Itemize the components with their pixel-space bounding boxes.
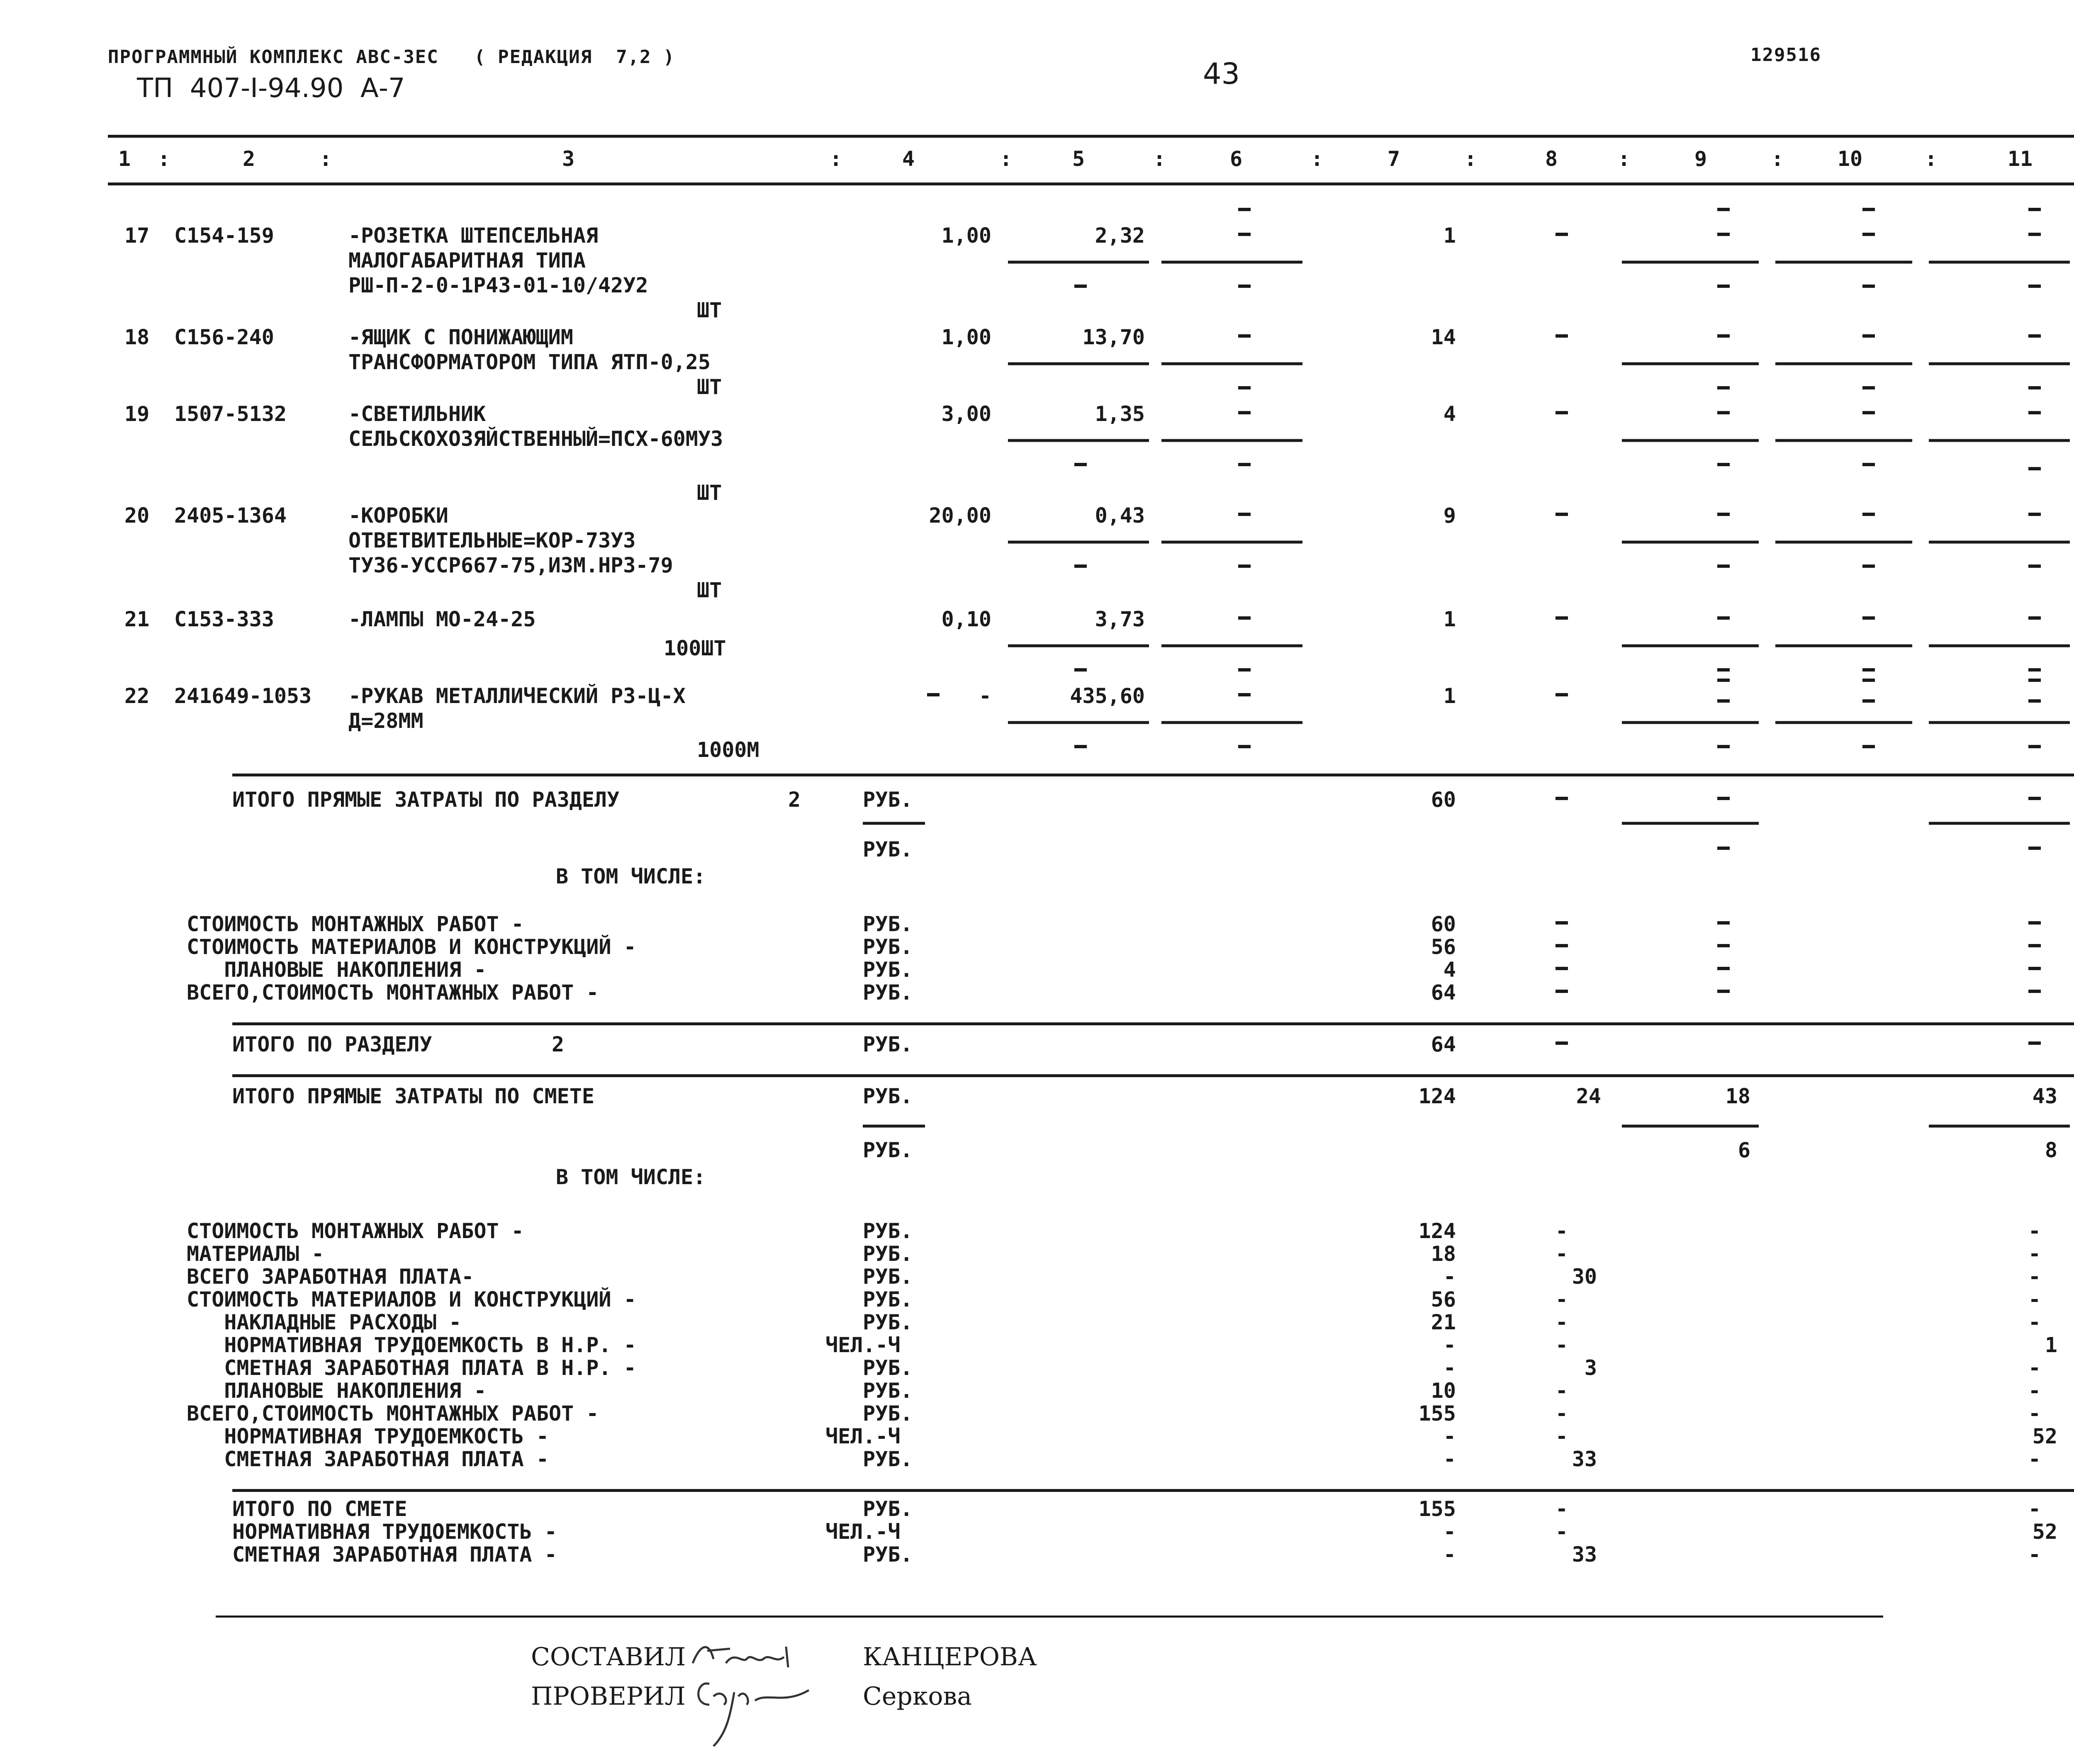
item-qty: 1,00 bbox=[941, 224, 991, 248]
estimate-direct-unit-2: РУБ. bbox=[863, 1138, 913, 1162]
estimate-row-c7: - bbox=[1443, 1356, 1456, 1380]
estimate-row-c7: - bbox=[1443, 1265, 1456, 1289]
col-header-1: 1 bbox=[118, 147, 131, 171]
estimate-row-unit: РУБ. bbox=[863, 1310, 913, 1334]
estimate-row-c8: - bbox=[1555, 1219, 1568, 1243]
item-name-line: -ЛАМПЫ МО-24-25 bbox=[348, 607, 536, 631]
estimate-total-c7: - bbox=[1443, 1543, 1456, 1567]
estimate-total-c11: 52 bbox=[2032, 1520, 2057, 1544]
item-name-line: СЕЛЬСКОХОЗЯЙСТВЕННЫЙ=ПСХ-60МУЗ bbox=[348, 427, 723, 451]
item-unit: 100ШТ bbox=[664, 636, 726, 660]
estimate-row-c7: 124 bbox=[1418, 1219, 1456, 1243]
col-separator: : bbox=[1311, 147, 1324, 171]
item-price: 3,73 bbox=[1095, 607, 1145, 631]
estimate-row-unit: РУБ. bbox=[863, 1447, 913, 1471]
item-unit: 1000М bbox=[697, 738, 759, 762]
item-name-line: ТРАНСФОРМАТОРОМ ТИПА ЯТП-0,25 bbox=[348, 350, 711, 374]
estimate-row-label: СТОИМОСТЬ МОНТАЖНЫХ РАБОТ - bbox=[187, 1219, 524, 1243]
item-number: 19 bbox=[124, 402, 150, 426]
estimate-total-label: НОРМАТИВНАЯ ТРУДОЕМКОСТЬ - bbox=[232, 1520, 557, 1544]
estimate-row-unit: РУБ. bbox=[863, 1265, 913, 1289]
section-row-label: СТОИМОСТЬ МАТЕРИАЛОВ И КОНСТРУКЦИЙ - bbox=[187, 935, 636, 959]
section-row-unit: РУБ. bbox=[863, 912, 913, 936]
item-code: С154-159 bbox=[174, 224, 274, 248]
estimate-row-unit: РУБ. bbox=[863, 1356, 913, 1380]
col-separator: : bbox=[1618, 147, 1631, 171]
estimate-total-rule bbox=[232, 1489, 2074, 1492]
estimate-row-label: НАКЛАДНЫЕ РАСХОДЫ - bbox=[187, 1310, 462, 1334]
estimate-total-c8: 33 bbox=[1572, 1543, 1597, 1567]
estimate-including-label: В ТОМ ЧИСЛЕ: bbox=[556, 1165, 706, 1189]
section-row-unit: РУБ. bbox=[863, 981, 913, 1005]
bottom-rule bbox=[216, 1616, 1883, 1618]
estimate-total-c8: - bbox=[1555, 1520, 1568, 1544]
estimate-direct-c11b: 8 bbox=[2045, 1138, 2057, 1162]
section-total-unit: РУБ. bbox=[863, 1032, 913, 1056]
col-separator: : bbox=[1153, 147, 1166, 171]
item-name-line: ОТВЕТВИТЕЛЬНЫЕ=КОР-73УЗ bbox=[348, 528, 636, 552]
item-number: 17 bbox=[124, 224, 150, 248]
estimate-direct-c8: 24 bbox=[1576, 1084, 1601, 1108]
estimate-row-label: СТОИМОСТЬ МАТЕРИАЛОВ И КОНСТРУКЦИЙ - bbox=[187, 1287, 636, 1311]
estimate-row-c11: - bbox=[2028, 1219, 2041, 1243]
estimate-row-c8: 30 bbox=[1572, 1265, 1597, 1289]
page-number: 43 bbox=[1203, 57, 1240, 91]
estimate-row-c8: - bbox=[1555, 1242, 1568, 1266]
section-direct-label: ИТОГО ПРЯМЫЕ ЗАТРАТЫ ПО РАЗДЕЛУ bbox=[232, 788, 620, 812]
estimate-row-c8: - bbox=[1555, 1424, 1568, 1448]
col-header-2: 2 bbox=[242, 147, 256, 171]
item-name-line: РШ-П-2-0-1Р43-01-10/42У2 bbox=[348, 273, 648, 297]
estimate-total-label: СМЕТНАЯ ЗАРАБОТНАЯ ПЛАТА - bbox=[232, 1543, 557, 1567]
estimate-row-unit: РУБ. bbox=[863, 1379, 913, 1403]
col-header-5: 5 bbox=[1072, 147, 1085, 171]
estimate-total-c8: - bbox=[1555, 1497, 1568, 1521]
col-header-8: 8 bbox=[1545, 147, 1558, 171]
estimate-row-label: СМЕТНАЯ ЗАРАБОТНАЯ ПЛАТА В Н.Р. - bbox=[187, 1356, 636, 1380]
section-row-c7: 64 bbox=[1431, 981, 1456, 1005]
item-price: 13,70 bbox=[1082, 325, 1145, 349]
col-separator: : bbox=[1464, 147, 1477, 171]
section-row-label: ПЛАНОВЫЕ НАКОПЛЕНИЯ - bbox=[187, 958, 487, 982]
item-name-line: -РОЗЕТКА ШТЕПСЕЛЬНАЯ bbox=[348, 224, 599, 248]
section-direct-unit-2: РУБ. bbox=[863, 837, 913, 861]
estimate-row-c11: - bbox=[2028, 1310, 2041, 1334]
item-name-line: -КОРОБКИ bbox=[348, 504, 448, 528]
signature-role-checked: ПРОВЕРИЛ bbox=[531, 1682, 686, 1711]
estimate-row-unit: ЧЕЛ.-Ч bbox=[825, 1333, 901, 1357]
estimate-direct-c9: 18 bbox=[1725, 1084, 1750, 1108]
estimate-row-c7: 155 bbox=[1418, 1401, 1456, 1426]
item-price: 2,32 bbox=[1095, 224, 1145, 248]
section-row-c7: 60 bbox=[1431, 912, 1456, 936]
item-price: 1,35 bbox=[1095, 402, 1145, 426]
estimate-total-c7: - bbox=[1443, 1520, 1456, 1544]
col-separator: : bbox=[830, 147, 842, 171]
item-qty: 20,00 bbox=[929, 504, 991, 528]
section-total-c7: 64 bbox=[1431, 1032, 1456, 1056]
item-total: 1 bbox=[1443, 684, 1456, 708]
item-total: 1 bbox=[1443, 607, 1456, 631]
document-code: ТП 407-I-94.90 А-7 bbox=[137, 73, 405, 104]
col-separator: : bbox=[319, 147, 332, 171]
estimate-row-c11: - bbox=[2028, 1447, 2041, 1471]
section-direct-unit: РУБ. bbox=[863, 788, 913, 812]
col-header-11: 11 bbox=[2007, 147, 2033, 171]
estimate-row-label: ПЛАНОВЫЕ НАКОПЛЕНИЯ - bbox=[187, 1379, 487, 1403]
estimate-total-c11: - bbox=[2028, 1543, 2041, 1567]
estimate-direct-c7: 124 bbox=[1418, 1084, 1456, 1108]
col-header-7: 7 bbox=[1387, 147, 1400, 171]
item-total: 9 bbox=[1443, 504, 1456, 528]
estimate-row-c11: - bbox=[2028, 1401, 2041, 1426]
estimate-row-unit: РУБ. bbox=[863, 1219, 913, 1243]
estimate-row-label: СМЕТНАЯ ЗАРАБОТНАЯ ПЛАТА - bbox=[187, 1447, 549, 1471]
item-code: С153-333 bbox=[174, 607, 274, 631]
item-name-line: ТУ36-УССР667-75,ИЗМ.НР3-79 bbox=[348, 553, 673, 577]
estimate-row-unit: ЧЕЛ.-Ч bbox=[825, 1424, 901, 1448]
estimate-total-label: ИТОГО ПО СМЕТЕ bbox=[232, 1497, 407, 1521]
estimate-row-c7: 56 bbox=[1431, 1287, 1456, 1311]
estimate-row-label: ВСЕГО ЗАРАБОТНАЯ ПЛАТА- bbox=[187, 1265, 474, 1289]
estimate-row-label: НОРМАТИВНАЯ ТРУДОЕМКОСТЬ - bbox=[187, 1424, 549, 1448]
item-unit: ШТ bbox=[697, 578, 722, 602]
estimate-direct-c11: 43 bbox=[2032, 1084, 2057, 1108]
section-direct-c7: 60 bbox=[1431, 788, 1456, 812]
estimate-row-c8: - bbox=[1555, 1310, 1568, 1334]
section-total-label: ИТОГО ПО РАЗДЕЛУ bbox=[232, 1032, 432, 1056]
col-header-3: 3 bbox=[562, 147, 575, 171]
item-number: 22 bbox=[124, 684, 150, 708]
section-direct-number: 2 bbox=[788, 788, 801, 812]
section-row-unit: РУБ. bbox=[863, 935, 913, 959]
item-name-line: Д=28ММ bbox=[348, 709, 424, 733]
col-separator: : bbox=[1771, 147, 1784, 171]
estimate-row-c8: 33 bbox=[1572, 1447, 1597, 1471]
item-number: 20 bbox=[124, 504, 150, 528]
item-code: 1507-5132 bbox=[174, 402, 287, 426]
signature-name-compiled: КАНЦЕРОВА bbox=[863, 1642, 1037, 1672]
estimate-row-label: НОРМАТИВНАЯ ТРУДОЕМКОСТЬ В Н.Р. - bbox=[187, 1333, 636, 1357]
estimate-row-unit: РУБ. bbox=[863, 1242, 913, 1266]
item-name-line: -СВЕТИЛЬНИК bbox=[348, 402, 486, 426]
estimate-row-c11: - bbox=[2028, 1265, 2041, 1289]
section-row-unit: РУБ. bbox=[863, 958, 913, 982]
estimate-total-unit: РУБ. bbox=[863, 1497, 913, 1521]
item-code: 2405-1364 bbox=[174, 504, 287, 528]
item-total: 1 bbox=[1443, 224, 1456, 248]
estimate-direct-c9b: 6 bbox=[1738, 1138, 1750, 1162]
handwritten-signature-2 bbox=[684, 1667, 821, 1750]
estimate-total-unit: ЧЕЛ.-Ч bbox=[825, 1520, 901, 1544]
section-row-c7: 4 bbox=[1443, 958, 1456, 982]
section-total-number: 2 bbox=[552, 1032, 565, 1056]
item-number: 21 bbox=[124, 607, 150, 631]
item-total: 4 bbox=[1443, 402, 1456, 426]
item-qty: - bbox=[979, 684, 991, 708]
section-row-label: СТОИМОСТЬ МОНТАЖНЫХ РАБОТ - bbox=[187, 912, 524, 936]
item-unit: ШТ bbox=[697, 375, 722, 399]
estimate-total-c7: 155 bbox=[1418, 1497, 1456, 1521]
estimate-row-c8: - bbox=[1555, 1401, 1568, 1426]
estimate-row-c7: - bbox=[1443, 1333, 1456, 1357]
col-header-6: 6 bbox=[1229, 147, 1243, 171]
item-qty: 0,10 bbox=[941, 607, 991, 631]
item-unit: ШТ bbox=[697, 298, 722, 322]
estimate-row-c11: - bbox=[2028, 1379, 2041, 1403]
item-qty: 3,00 bbox=[941, 402, 991, 426]
estimate-direct-label: ИТОГО ПРЯМЫЕ ЗАТРАТЫ ПО СМЕТЕ bbox=[232, 1084, 594, 1108]
estimate-row-c7: 21 bbox=[1431, 1310, 1456, 1334]
estimate-direct-unit: РУБ. bbox=[863, 1084, 913, 1108]
section-row-c7: 56 bbox=[1431, 935, 1456, 959]
section-row-label: ВСЕГО,СТОИМОСТЬ МОНТАЖНЫХ РАБОТ - bbox=[187, 981, 599, 1005]
estimate-row-c8: 3 bbox=[1584, 1356, 1597, 1380]
col-separator: : bbox=[1925, 147, 1938, 171]
estimate-row-c11: 52 bbox=[2032, 1424, 2057, 1448]
col-header-9: 9 bbox=[1694, 147, 1707, 171]
signature-name-checked: Серкова bbox=[863, 1682, 972, 1711]
col-separator: : bbox=[1000, 147, 1013, 171]
estimate-row-c8: - bbox=[1555, 1287, 1568, 1311]
item-number: 18 bbox=[124, 325, 150, 349]
program-header: ПРОГРАММНЫЙ КОМПЛЕКС АВС-ЗЕС ( РЕДАКЦИЯ 7,2 ) bbox=[108, 46, 675, 68]
item-qty: 1,00 bbox=[941, 325, 991, 349]
item-name-line: -ЯЩИК С ПОНИЖАЮЩИМ bbox=[348, 325, 573, 349]
col-header-10: 10 bbox=[1837, 147, 1863, 171]
estimate-row-c11: 1 bbox=[2045, 1333, 2057, 1357]
item-name-line: МАЛОГАБАРИТНАЯ ТИПА bbox=[348, 248, 586, 273]
signature-role-compiled: СОСТАВИЛ bbox=[531, 1642, 686, 1672]
estimate-row-label: ВСЕГО,СТОИМОСТЬ МОНТАЖНЫХ РАБОТ - bbox=[187, 1401, 599, 1426]
estimate-row-c7: 18 bbox=[1431, 1242, 1456, 1266]
estimate-total-unit: РУБ. bbox=[863, 1543, 913, 1567]
item-name-line: -РУКАВ МЕТАЛЛИЧЕСКИЙ РЗ-Ц-Х bbox=[348, 684, 686, 708]
item-code: 241649-1053 bbox=[174, 684, 312, 708]
estimate-row-c7: - bbox=[1443, 1447, 1456, 1471]
estimate-row-c7: 10 bbox=[1431, 1379, 1456, 1403]
col-header-4: 4 bbox=[902, 147, 915, 171]
estimate-row-c11: - bbox=[2028, 1242, 2041, 1266]
item-code: С156-240 bbox=[174, 325, 274, 349]
section-including-label: В ТОМ ЧИСЛЕ: bbox=[556, 864, 706, 888]
estimate-row-c7: - bbox=[1443, 1424, 1456, 1448]
estimate-row-unit: РУБ. bbox=[863, 1287, 913, 1311]
estimate-row-c11: - bbox=[2028, 1356, 2041, 1380]
item-unit: ШТ bbox=[697, 481, 722, 505]
estimate-row-c8: - bbox=[1555, 1379, 1568, 1403]
col-separators: : bbox=[158, 147, 170, 171]
estimate-row-c8: - bbox=[1555, 1333, 1568, 1357]
estimate-total-c11: - bbox=[2028, 1497, 2041, 1521]
document-number: 129516 bbox=[1750, 44, 1821, 66]
estimate-row-label: МАТЕРИАЛЫ - bbox=[187, 1242, 324, 1266]
item-price: 0,43 bbox=[1095, 504, 1145, 528]
estimate-row-unit: РУБ. bbox=[863, 1401, 913, 1426]
item-total: 14 bbox=[1431, 325, 1456, 349]
estimate-row-c11: - bbox=[2028, 1287, 2041, 1311]
item-price: 435,60 bbox=[1070, 684, 1145, 708]
